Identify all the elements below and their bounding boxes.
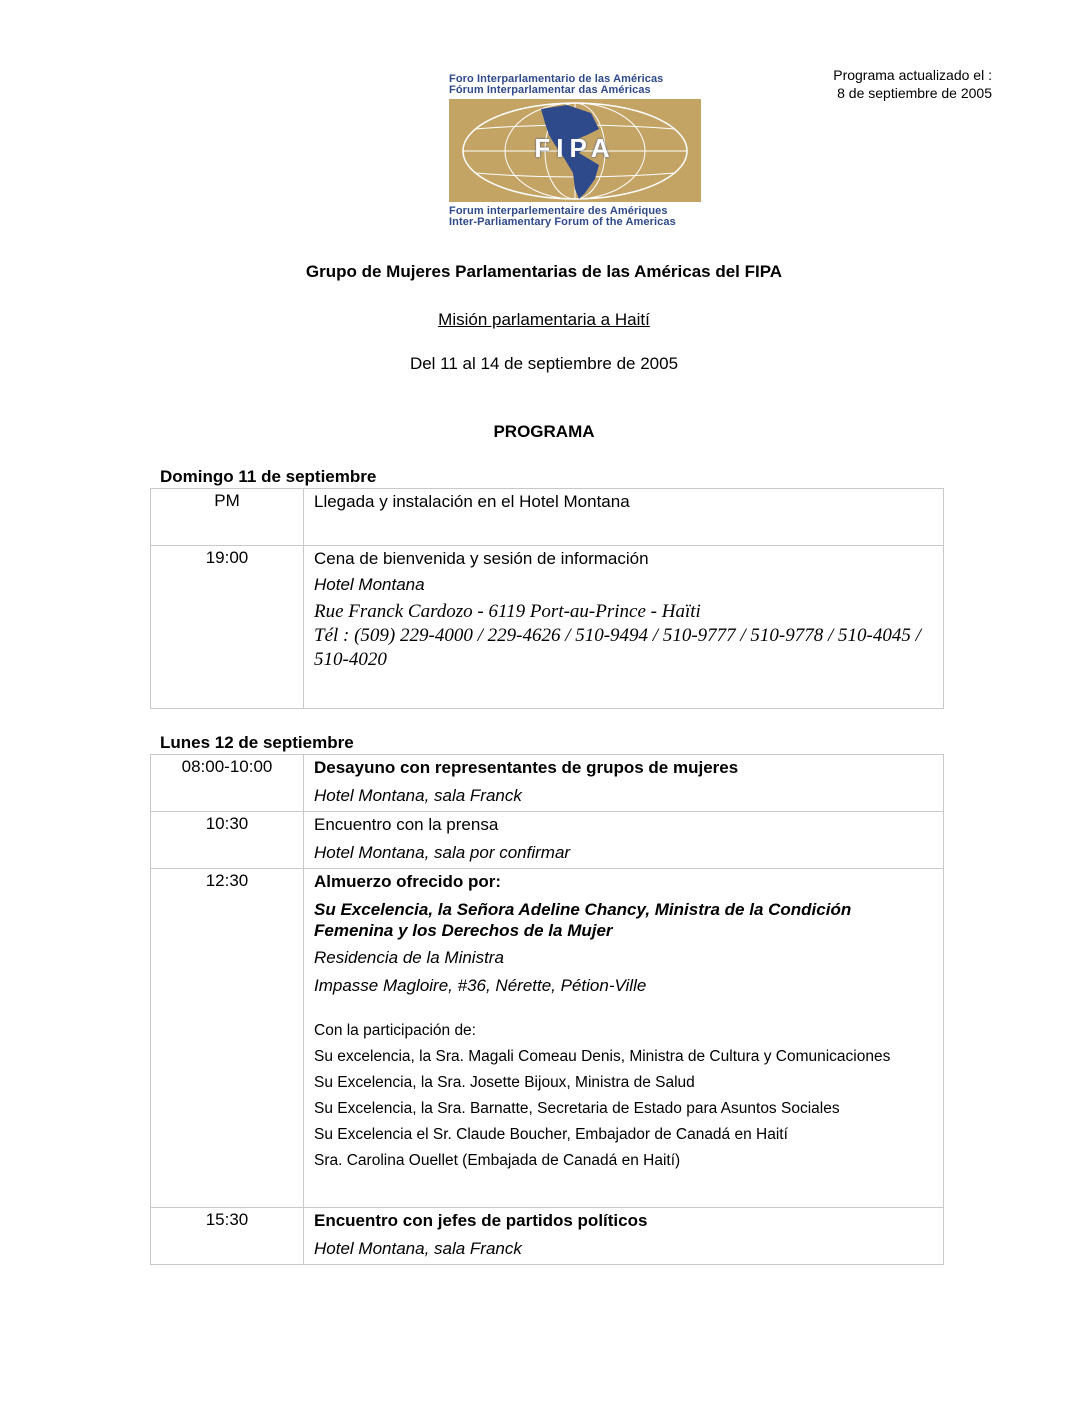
activity-host: Su Excelencia, la Señora Adeline Chancy, Ministra de la Condición Femenina y los Derechos de la Mujer: [314, 900, 852, 940]
activity-text: Encuentro con la prensa: [314, 815, 499, 834]
activity-place: Residencia de la Ministra: [314, 948, 504, 967]
activity-address: Impasse Magloire, #36, Nérette, Pétion-Ville: [314, 976, 647, 995]
update-note-line2: 8 de septiembre de 2005: [837, 85, 992, 101]
activity-place: Hotel Montana, sala por confirmar: [314, 843, 571, 862]
schedule-table-sunday: [150, 488, 944, 709]
day-heading-sunday: Domingo 11 de septiembre: [160, 467, 377, 486]
logo-line-fr: Forum interparlementaire des Amériques: [449, 205, 668, 217]
program-heading: PROGRAMA: [493, 422, 595, 441]
activity-place: Hotel Montana: [314, 575, 425, 594]
row-desc: [304, 1208, 944, 1265]
row-time: 08:00-10:00: [151, 755, 304, 812]
logo-line-en: Inter-Parliamentary Forum of the Americas: [449, 216, 676, 228]
activity-place: Hotel Montana, sala Franck: [314, 786, 522, 805]
row-desc: [304, 546, 944, 709]
row-desc: [304, 489, 944, 546]
participant-item: Sra. Carolina Ouellet (Embajada de Canadá en Haití): [314, 1152, 681, 1169]
update-note: [760, 66, 992, 102]
row-time: 12:30: [151, 869, 304, 1208]
logo-acronym: FIPA: [534, 133, 616, 163]
table-row: [151, 755, 944, 812]
activity-text: Encuentro con jefes de partidos políticos: [314, 1211, 648, 1230]
activity-text: Desayuno con representantes de grupos de mujeres: [314, 758, 739, 777]
row-time: 10:30: [151, 812, 304, 869]
table-row: [151, 1208, 944, 1265]
schedule-table-monday: [150, 754, 944, 1265]
participant-item: Su Excelencia, la Sra. Barnatte, Secretaria de Estado para Asuntos Sociales: [314, 1100, 840, 1117]
fipa-logo: [449, 74, 701, 228]
row-desc: [304, 869, 944, 1208]
logo-line-pt: Fórum Interparlamentar das Américas: [449, 84, 651, 96]
document-title: Grupo de Mujeres Parlamentarias de las Américas del FIPA: [305, 262, 783, 281]
mission-dates: Del 11 al 14 de septiembre de 2005: [409, 354, 679, 373]
activity-address: Rue Franck Cardozo - 6119 Port-au-Prince - Haïti: [314, 601, 701, 622]
participation-label: Con la participación de:: [314, 1022, 476, 1039]
table-row: [151, 489, 944, 546]
row-time: 19:00: [151, 546, 304, 709]
table-row: [151, 546, 944, 709]
row-desc: [304, 755, 944, 812]
table-row: [151, 869, 944, 1208]
row-time: 15:30: [151, 1208, 304, 1265]
table-row: [151, 812, 944, 869]
mission-subtitle: Misión parlamentaria a Haití: [438, 310, 650, 329]
participant-item: Su excelencia, la Sra. Magali Comeau Denis, Ministra de Cultura y Comunicaciones: [314, 1048, 891, 1065]
activity-text: Cena de bienvenida y sesión de información: [314, 549, 649, 568]
participant-item: Su Excelencia el Sr. Claude Boucher, Embajador de Canadá en Haití: [314, 1126, 788, 1143]
logo-emblem: [449, 99, 701, 202]
row-time: PM: [151, 489, 304, 546]
row-desc: [304, 812, 944, 869]
activity-text: Almuerzo ofrecido por:: [314, 872, 502, 891]
logo-line-es: Foro Interparlamentario de las Américas: [449, 73, 664, 85]
activity-text: Llegada y instalación en el Hotel Montana: [314, 492, 630, 511]
activity-phone: Tél : (509) 229-4000 / 229-4626 / 510-9494 / 510-9777 / 510-9778 / 510-4045 / 510-4020: [314, 625, 921, 670]
participant-item: Su Excelencia, la Sra. Josette Bijoux, Ministra de Salud: [314, 1074, 695, 1091]
day-heading-monday: Lunes 12 de septiembre: [160, 733, 354, 752]
update-note-line1: Programa actualizado el :: [833, 67, 992, 83]
activity-place: Hotel Montana, sala Franck: [314, 1239, 522, 1258]
